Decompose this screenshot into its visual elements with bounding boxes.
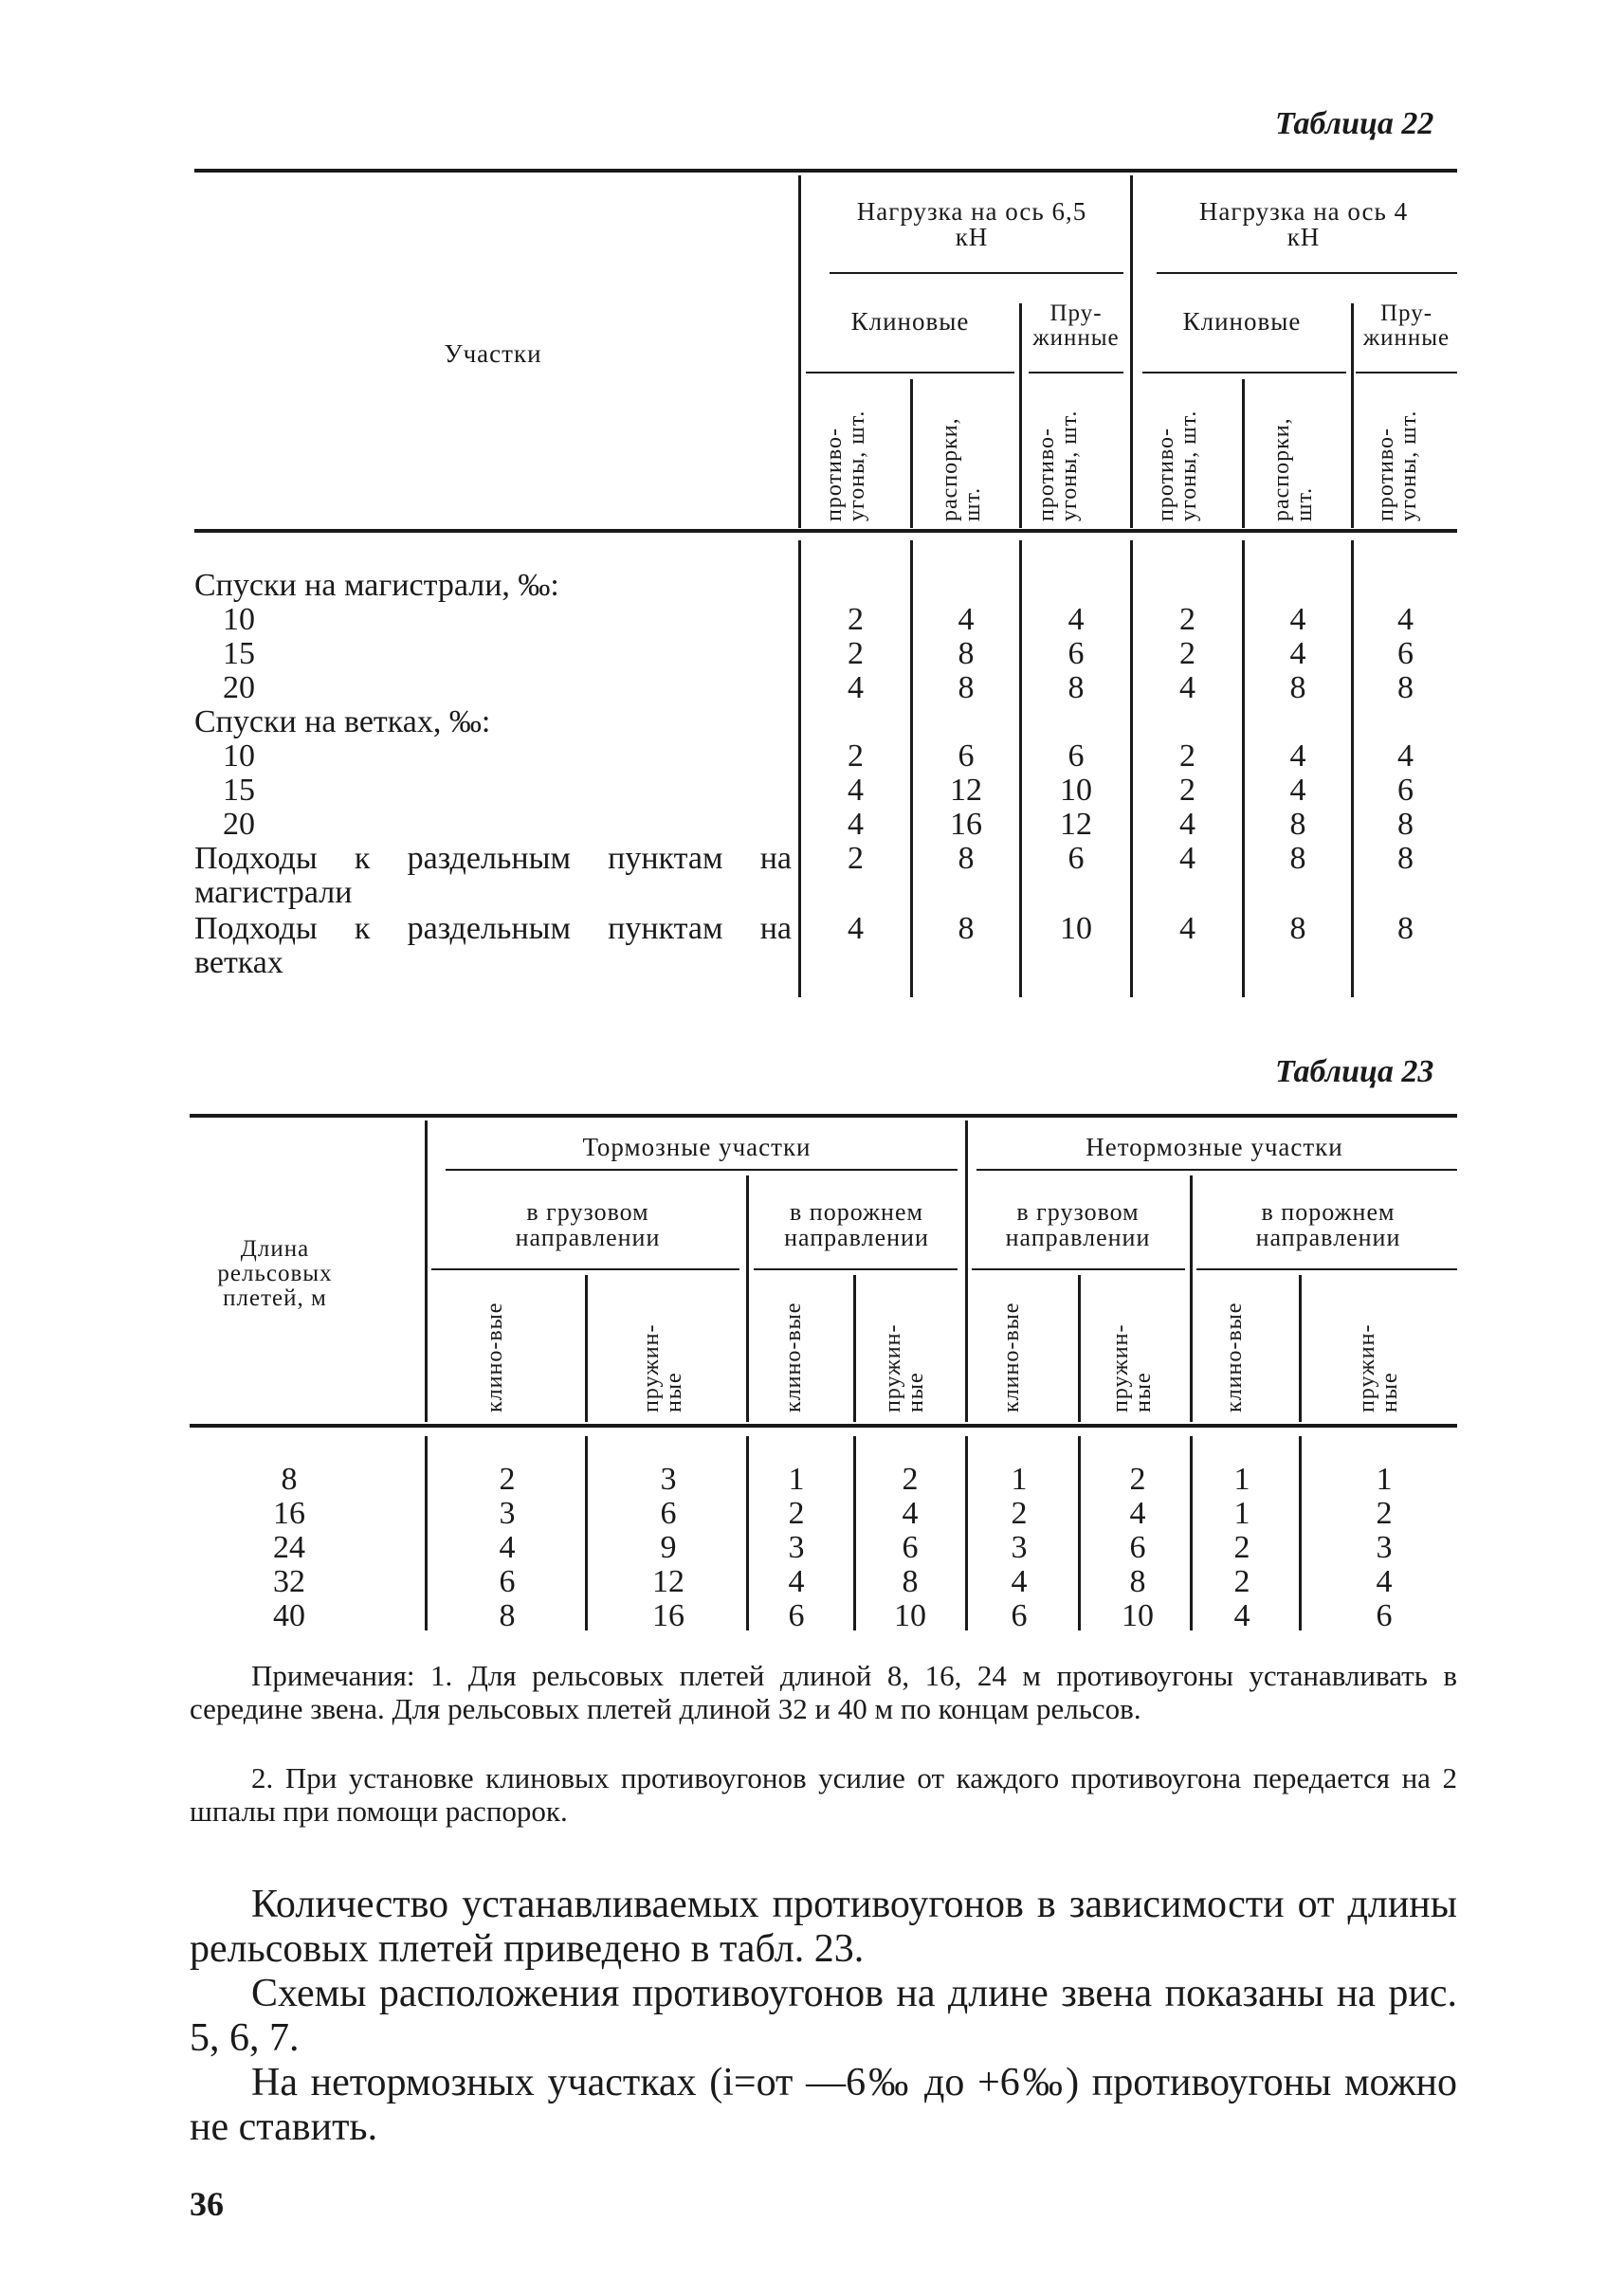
t23-cell: 4	[1233, 1598, 1250, 1633]
t23-subrule-s2	[754, 1268, 958, 1270]
t23-vline-sub1	[746, 1175, 749, 1422]
t23-cell: 3	[788, 1530, 805, 1565]
t22-subrule-k2	[1142, 372, 1346, 373]
t22-cell: 4	[1179, 841, 1195, 876]
t22-cell: 12	[950, 773, 982, 808]
t23-cell: 2	[788, 1496, 805, 1531]
t22-cell: 4	[1067, 602, 1085, 637]
t22-cell: 2	[1179, 738, 1195, 774]
t22-subrule-g1	[830, 272, 1123, 274]
t22-row-label: Спуски на магистрали, ‰:	[194, 568, 559, 603]
t23-cell: 16	[652, 1598, 684, 1633]
t22-cell: 4	[1179, 807, 1195, 842]
t23-subrule-s4	[1196, 1268, 1457, 1270]
t23-group1-header: Тормозные участки	[582, 1133, 812, 1161]
t23-vline-group	[965, 1120, 968, 1422]
t23-row-label: 16	[273, 1496, 305, 1531]
t22-row-label: 10	[223, 602, 255, 637]
t23-col-pruzh: пружин-ные	[881, 1323, 928, 1412]
t23-body-vline-2	[585, 1436, 588, 1630]
t22-cell: 6	[1397, 636, 1414, 671]
t23-row-label: 32	[273, 1564, 305, 1599]
t23-sub-gruz-1: в грузовом направлении	[515, 1198, 661, 1251]
t22-cell: 2	[1179, 602, 1195, 637]
t23-cell: 2	[499, 1462, 516, 1497]
t22-cell: 8	[1397, 841, 1414, 876]
table23-top-rule	[190, 1114, 1457, 1118]
t23-cell: 9	[660, 1530, 677, 1565]
t22-group1-header: Нагрузка на ось 6,5 кН	[856, 197, 1087, 251]
t22-cell: 4	[848, 670, 864, 705]
table23-header-rule	[190, 1424, 1457, 1428]
t22-cell: 12	[1060, 807, 1092, 842]
t22-row-header: Участки	[444, 339, 542, 368]
t22-col-protivougony-2: противо-угоны, шт.	[1034, 410, 1082, 521]
t22-cell: 2	[1179, 636, 1195, 671]
t22-cell: 10	[1060, 911, 1092, 946]
t22-col-protivougony-4: противо-угоны, шт.	[1374, 410, 1421, 521]
t22-row-label: Подходы к раздельным пунктам на	[194, 841, 792, 876]
t22-row-label: магистрали	[194, 875, 353, 910]
t23-cell: 6	[1376, 1598, 1393, 1633]
t22-cell: 2	[1179, 773, 1195, 808]
t22-row-label: ветках	[194, 945, 283, 980]
t23-cell: 4	[1129, 1496, 1146, 1531]
table22-header-rule	[194, 529, 1457, 533]
t23-subrule-s1	[431, 1268, 739, 1270]
t22-cell: 8	[1397, 670, 1414, 705]
t22-row-label: 10	[223, 738, 255, 774]
t22-col-protivougony-3: противо-угоны, шт.	[1154, 410, 1201, 521]
note-2: 2. При установке клиновых противоугонов усилие от каждого противоугона передается на 2 шпалы при помощи распорок.	[190, 1761, 1457, 1828]
t22-vline-a	[910, 379, 913, 528]
t23-subrule-g2	[976, 1169, 1457, 1171]
t23-cell: 4	[499, 1530, 516, 1565]
t22-row-label: 20	[223, 670, 255, 705]
t23-col-pruzh: пружин-ные	[639, 1323, 686, 1412]
t23-cell: 3	[1376, 1530, 1393, 1565]
t23-cell: 6	[788, 1598, 805, 1633]
t22-cell: 4	[848, 911, 864, 946]
t23-subrule-g1	[446, 1169, 958, 1171]
t23-cell: 10	[894, 1598, 926, 1633]
t22-cell: 8	[958, 841, 975, 876]
t23-cell: 1	[1376, 1462, 1393, 1497]
t23-cell: 1	[1011, 1462, 1028, 1497]
t23-body-vline-7	[1190, 1436, 1193, 1630]
body-paragraph-2: Схемы расположения противоугонов на длине звена показаны на рис. 5, 6, 7.	[190, 1972, 1457, 2060]
t22-vline-label	[798, 175, 801, 528]
t22-cell: 4	[848, 807, 864, 842]
t22-cell: 8	[958, 911, 975, 946]
t23-cell: 6	[1011, 1598, 1028, 1633]
t23-cell: 4	[1011, 1564, 1028, 1599]
t23-body-vline-4	[853, 1436, 856, 1630]
page-number: 36	[190, 2185, 224, 2223]
t22-pruzhinnye-2: Пру-жинные	[1362, 301, 1451, 351]
t23-vline-c4	[1299, 1275, 1302, 1422]
t22-cell: 2	[848, 841, 864, 876]
t23-col-klin: клино-вые	[1222, 1302, 1247, 1412]
t22-row-label: Спуски на ветках, ‰:	[194, 704, 491, 739]
t22-cell: 4	[958, 602, 975, 637]
t23-group2-header: Нетормозные участки	[1086, 1133, 1343, 1161]
body-paragraph-1: Количество устанавливаемых противоугонов в зависимости от длины рельсовых плетей приведено в табл. 23.	[190, 1883, 1457, 1971]
t23-cell: 2	[902, 1462, 919, 1497]
t23-cell: 6	[902, 1530, 919, 1565]
t22-cell: 8	[1289, 911, 1306, 946]
t23-cell: 1	[1233, 1496, 1250, 1531]
t22-subrule-k1	[806, 372, 1014, 373]
t23-cell: 2	[1129, 1462, 1146, 1497]
t22-klinovye-1: Клиновые	[850, 307, 970, 336]
t22-cell: 8	[1397, 807, 1414, 842]
t22-cell: 6	[1067, 636, 1085, 671]
body-paragraph-3: На нетормозных участках (i=от —6‰ до +6‰) противоугоны можно не ставить.	[190, 2061, 1457, 2149]
table22-top-rule	[194, 169, 1457, 173]
t22-cell: 6	[958, 738, 975, 774]
t23-row-label: 24	[273, 1530, 305, 1565]
t22-subrule-p1	[1029, 372, 1123, 373]
t23-body-vline-5	[965, 1436, 968, 1630]
t23-cell: 1	[788, 1462, 805, 1497]
t22-cell: 4	[1397, 738, 1414, 774]
t22-group2-header: Нагрузка на ось 4 кН	[1198, 197, 1409, 251]
t22-cell: 4	[1289, 602, 1306, 637]
t22-cell: 6	[1067, 738, 1085, 774]
t22-cell: 8	[1289, 807, 1306, 842]
t22-cell: 8	[1289, 670, 1306, 705]
t23-sub-gruz-2: в грузовом направлении	[1005, 1198, 1151, 1251]
t23-vline-c2	[853, 1275, 856, 1422]
t23-cell: 4	[788, 1564, 805, 1599]
t23-col-klin: клино-вые	[781, 1302, 806, 1412]
t23-cell: 10	[1122, 1598, 1154, 1633]
t23-row-header: Длина рельсовых плетей, м	[217, 1236, 333, 1311]
t23-cell: 2	[1011, 1496, 1028, 1531]
t23-body-vline-8	[1299, 1436, 1302, 1630]
t23-col-klin: клино-вые	[999, 1302, 1024, 1412]
t22-col-rasporki-2: распорки, шт.	[1269, 417, 1317, 521]
t22-cell: 4	[1289, 773, 1306, 808]
t23-cell: 8	[1129, 1564, 1146, 1599]
t23-cell: 6	[1129, 1530, 1146, 1565]
t22-cell: 2	[848, 636, 864, 671]
t23-col-pruzh: пружин-ные	[1108, 1323, 1156, 1412]
t22-cell: 4	[1289, 738, 1306, 774]
t22-cell: 4	[848, 773, 864, 808]
t22-vline-c	[1242, 379, 1245, 528]
t23-cell: 2	[1233, 1564, 1250, 1599]
t23-vline-sub2	[1190, 1175, 1193, 1422]
t23-col-pruzh: пружин-ные	[1355, 1323, 1402, 1412]
t22-row-label: Подходы к раздельным пунктам на	[194, 911, 792, 946]
t23-row-label: 8	[281, 1462, 298, 1497]
t23-sub-porozh-1: в порожнем направлении	[784, 1198, 929, 1251]
t22-subrule-p2	[1356, 372, 1457, 373]
t23-cell: 3	[1011, 1530, 1028, 1565]
t22-row-label: 20	[223, 807, 255, 842]
note-1: Примечания: 1. Для рельсовых плетей длиной 8, 16, 24 м противоугоны устанавливать в середине звена. Для рельсовых плетей длиной 32 и 40 м по концам рельсов.	[190, 1659, 1457, 1725]
t22-cell: 4	[1289, 636, 1306, 671]
t22-cell: 4	[1179, 670, 1195, 705]
t22-cell: 2	[848, 602, 864, 637]
t23-subrule-s3	[972, 1268, 1185, 1270]
t22-vline-b	[1019, 303, 1022, 528]
t22-cell: 16	[950, 807, 982, 842]
t23-sub-porozh-2: в порожнем направлении	[1255, 1198, 1401, 1251]
t23-cell: 2	[1376, 1496, 1393, 1531]
t23-row-label: 40	[273, 1598, 305, 1633]
t23-cell: 6	[499, 1564, 516, 1599]
t23-vline-c1	[585, 1275, 588, 1422]
t23-cell: 12	[652, 1564, 684, 1599]
t22-vline-group	[1130, 175, 1133, 528]
t23-cell: 4	[1376, 1564, 1393, 1599]
t22-cell: 8	[1067, 670, 1085, 705]
t22-col-rasporki-1: распорки, шт.	[938, 417, 985, 521]
t22-row-label: 15	[223, 636, 255, 671]
t22-cell: 8	[1289, 841, 1306, 876]
t22-cell: 4	[1179, 911, 1195, 946]
t23-col-klin: клино-вые	[483, 1302, 507, 1412]
t22-subrule-g2	[1157, 272, 1457, 274]
t22-cell: 8	[958, 636, 975, 671]
t22-cell: 6	[1067, 841, 1085, 876]
t22-klinovye-2: Клиновые	[1182, 307, 1302, 336]
t23-cell: 3	[499, 1496, 516, 1531]
t22-cell: 4	[1397, 602, 1414, 637]
t23-body-vline-1	[425, 1436, 428, 1630]
t22-cell: 8	[1397, 911, 1414, 946]
t23-vline-c3	[1078, 1275, 1081, 1422]
t23-cell: 4	[902, 1496, 919, 1531]
t23-cell: 3	[660, 1462, 677, 1497]
t22-cell: 2	[848, 738, 864, 774]
t22-col-protivougony-1: противо-угоны, шт.	[822, 410, 869, 521]
t22-cell: 6	[1397, 773, 1414, 808]
t23-cell: 8	[902, 1564, 919, 1599]
t23-body-vline-6	[1078, 1436, 1081, 1630]
t22-vline-d	[1351, 303, 1354, 528]
t22-row-label: 15	[223, 773, 255, 808]
table23-caption: Таблица 23	[1275, 1054, 1434, 1089]
t23-cell: 6	[660, 1496, 677, 1531]
table22-caption: Таблица 22	[1275, 106, 1434, 141]
t22-cell: 10	[1060, 773, 1092, 808]
t23-cell: 1	[1233, 1462, 1250, 1497]
t23-cell: 2	[1233, 1530, 1250, 1565]
t23-vline-label	[425, 1120, 428, 1422]
t22-cell: 8	[958, 670, 975, 705]
t22-pruzhinnye-1: Пру-жинные	[1032, 301, 1120, 351]
t23-cell: 8	[499, 1598, 516, 1633]
